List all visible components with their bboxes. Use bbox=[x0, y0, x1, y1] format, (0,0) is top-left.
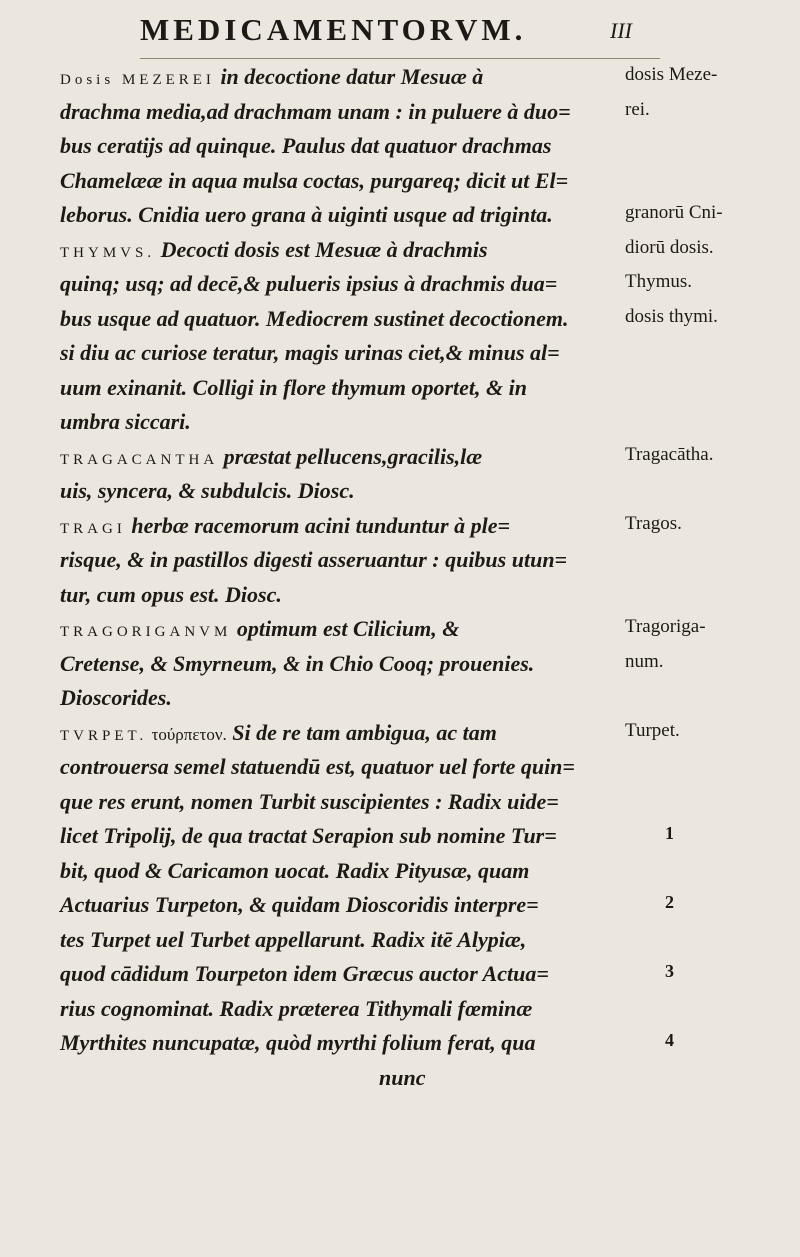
italic-text: Dioscorides. bbox=[60, 685, 172, 710]
italic-text: risque, & in pastillos digesti asseruantur : quibus utun= bbox=[60, 547, 568, 572]
marginal-number: 1 bbox=[665, 823, 674, 843]
italic-text: Chamelææ in aqua mulsa coctas, purgareq; dicit ut El= bbox=[60, 167, 569, 193]
small-caps-term: TRAGI bbox=[60, 520, 126, 537]
italic-text: Decocti dosis est Mesuæ à drachmis bbox=[155, 236, 488, 262]
running-title: MEDICAMENTORVM. bbox=[140, 12, 527, 47]
italic-text: uum exinanit. Colligi in flore thymum oportet, & in bbox=[60, 374, 527, 400]
italic-text: Cretense, & Smyrneum, & in Chio Cooq; prouenies. bbox=[60, 650, 535, 676]
italic-text: optimum est Cilicium, & bbox=[231, 616, 460, 641]
text-line bbox=[60, 750, 620, 785]
italic-text: umbra siccari. bbox=[60, 409, 191, 434]
marginal-note: Tragos. bbox=[625, 512, 682, 534]
text-line bbox=[60, 1061, 620, 1096]
italic-text: leborus. Cnidia uero grana à uiginti usque ad triginta. bbox=[60, 202, 553, 227]
text-line bbox=[60, 198, 620, 233]
italic-text: quinq; usq; ad decē,& pulueris ipsius à drachmis dua= bbox=[60, 271, 558, 296]
italic-text: Actuarius Turpeton, & quidam Dioscoridis interpre= bbox=[60, 892, 539, 917]
italic-text: licet Tripolij, de qua tractat Serapion sub nomine Tur= bbox=[60, 823, 557, 848]
marginal-number: 3 bbox=[665, 961, 674, 981]
text-line bbox=[60, 95, 620, 130]
text-line bbox=[60, 509, 620, 544]
text-line bbox=[60, 440, 620, 475]
text-line bbox=[60, 957, 620, 992]
marginal-note: diorū dosis. bbox=[625, 236, 714, 258]
small-caps-term: Dosis bbox=[60, 72, 122, 88]
marginal-note: Tragacātha. bbox=[625, 443, 714, 465]
text-line bbox=[60, 405, 620, 440]
text-line bbox=[60, 1026, 620, 1061]
text-line bbox=[60, 647, 620, 682]
small-caps-term: MEZEREI bbox=[121, 72, 215, 88]
marginal-note: Thymus. bbox=[625, 271, 693, 292]
italic-text: controuersa semel statuendū est, quatuor uel forte quin= bbox=[60, 754, 575, 779]
italic-text: bus ceratijs ad quinque. Paulus dat quatuor drachmas bbox=[60, 133, 552, 158]
marginal-note: num. bbox=[625, 650, 664, 672]
small-caps-term: TRAGACANTHA bbox=[60, 451, 219, 468]
body-text bbox=[60, 60, 620, 1095]
text-line bbox=[60, 819, 620, 854]
italic-text: bus usque ad quatuor. Mediocrem sustinet decoctionem. bbox=[60, 305, 569, 331]
italic-text: Myrthites nuncupatæ, quòd myrthi folium ferat, qua bbox=[60, 1030, 536, 1055]
italic-text: rius cognominat. Radix præterea Tithymali fœminæ bbox=[60, 995, 533, 1021]
text-line bbox=[60, 681, 620, 716]
text-line bbox=[60, 612, 620, 647]
marginal-note: Turpet. bbox=[625, 719, 680, 741]
italic-text: herbæ racemorum acini tunduntur à ple= bbox=[125, 512, 510, 538]
italic-text: tes Turpet uel Turbet appellarunt. Radix itē Alypiæ, bbox=[60, 926, 527, 952]
italic-text: præstat pellucens,gracilis,læ bbox=[218, 443, 483, 469]
text-line bbox=[60, 785, 620, 820]
text-line bbox=[60, 923, 620, 958]
italic-text: uis, syncera, & subdulcis. Diosc. bbox=[60, 478, 355, 503]
marginal-number: 4 bbox=[665, 1030, 674, 1050]
text-line bbox=[60, 543, 620, 578]
small-caps-term: TRAGORIGANVM bbox=[60, 624, 232, 640]
text-line bbox=[60, 716, 620, 751]
italic-text: que res erunt, nomen Turbit suscipientes : Radix uide= bbox=[60, 788, 559, 814]
text-line bbox=[60, 233, 620, 268]
italic-text: quod cādidum Tourpeton idem Græcus auctor Actua= bbox=[60, 961, 549, 986]
text-line bbox=[60, 267, 620, 302]
text-line bbox=[60, 992, 620, 1027]
marginal-note: dosis Meze- bbox=[625, 64, 718, 85]
text-line bbox=[60, 336, 620, 371]
italic-text: in decoctione datur Mesuæ à bbox=[214, 64, 484, 89]
text-line bbox=[60, 164, 620, 199]
page-header bbox=[140, 12, 660, 52]
text-line bbox=[60, 60, 620, 95]
text-line bbox=[60, 578, 620, 613]
text-line bbox=[60, 854, 620, 889]
marginal-note: Tragoriga- bbox=[625, 616, 706, 637]
italic-text: drachma media,ad drachmam unam : in puluere à duo= bbox=[60, 98, 571, 124]
small-caps-term: THYMVS. bbox=[60, 244, 156, 261]
italic-text: nunc bbox=[60, 1064, 426, 1090]
italic-text: Si de re tam ambigua, ac tam bbox=[226, 719, 497, 745]
italic-text: bit, quod & Caricamon uocat. Radix Pityusæ, quam bbox=[60, 857, 530, 883]
marginal-note: granorū Cni- bbox=[625, 202, 723, 223]
folio-number: III bbox=[610, 18, 632, 43]
text-line bbox=[60, 371, 620, 406]
text-line bbox=[60, 474, 620, 509]
header-rule bbox=[140, 58, 660, 59]
greek-term: τούρπετον. bbox=[147, 724, 227, 744]
text-line bbox=[60, 302, 620, 337]
italic-text: si diu ac curiose teratur, magis urinas ciet,& minus al= bbox=[60, 340, 560, 365]
italic-text: tur, cum opus est. Diosc. bbox=[60, 581, 282, 607]
marginal-note: rei. bbox=[625, 98, 650, 120]
text-line bbox=[60, 888, 620, 923]
marginal-note: dosis thymi. bbox=[625, 305, 718, 327]
small-caps-term: TVRPET. bbox=[60, 727, 148, 744]
text-line bbox=[60, 129, 620, 164]
marginal-number: 2 bbox=[665, 892, 674, 912]
